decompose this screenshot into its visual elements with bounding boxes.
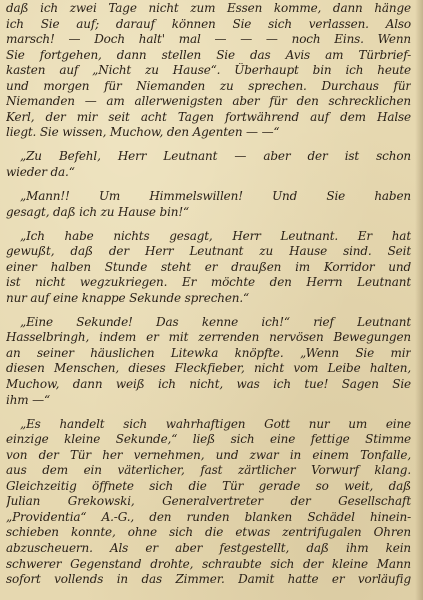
text-line: „Ich habe nichts gesagt, Herr Leutnant. Er hat: [20, 228, 411, 243]
text-line: einer halben Stunde steht er draußen im Korridor und: [6, 259, 411, 274]
text-line: „Eine Sekunde! Das kenne ich!“ rief Leutnant: [20, 314, 411, 329]
paragraph-gap: [6, 408, 411, 417]
text-line: schwerer Gegenstand drohte, schraubte sich der kleine Mann: [6, 556, 411, 571]
text-line: schieben konnte, ohne sich die etwas zentrifugalen Ohren: [6, 525, 411, 540]
paragraph: [6, 1, 411, 141]
text-line: daß ich zwei Tage nicht zum Essen komme, dann hänge: [6, 1, 411, 15]
paragraph-gap: [6, 220, 411, 229]
paragraph: [6, 417, 411, 588]
text-line: einzige kleine Sekunde,“ ließ sich eine fettige Stimme: [6, 432, 411, 447]
text-line: von der Tür her vernehmen, und zwar in einem Tonfalle,: [6, 447, 411, 462]
text-line: liegt. Sie wissen, Muchow, den Agenten — —“: [6, 125, 280, 140]
text-line: „Providentia“ A.-G., den runden blanken Schädel hinein-: [6, 509, 411, 524]
text-line: Gleichzeitig öffnete sich die Tür gerade so weit, daß: [6, 478, 411, 493]
text-line: „Es handelt sich wahrhaftigen Gott nur um eine: [20, 416, 411, 431]
paragraph-gap: [6, 141, 411, 150]
text-line: sofort vollends in das Zimmer. Damit hatte er vorläufig: [6, 572, 411, 587]
text-line: Niemanden — am allerwenigsten aber für den schrecklichen: [6, 94, 411, 109]
page-edge-shadow: [415, 0, 423, 600]
text-line: ihm —“: [6, 392, 50, 407]
text-line: an seiner häuslichen Litewka knöpfte. „Wenn Sie mir: [6, 345, 411, 360]
text-line: marsch! — Doch halt' mal — — — noch Eins. Wenn: [6, 32, 411, 47]
text-line: „Mann!! Um Himmelswillen! Und Sie haben: [20, 189, 411, 204]
paragraph: [6, 189, 411, 220]
text-line: Hasselbringh, indem er mit zerrenden nervösen Bewegungen: [6, 330, 411, 345]
text-line: ich Sie auf; darauf können Sie sich verlassen. Also: [6, 16, 411, 31]
text-line: gesagt, daß ich zu Hause bin!“: [6, 204, 189, 219]
text-line: ist nicht wegzukriegen. Er möchte den Herrn Leutnant: [6, 275, 411, 290]
text-line: gewußt, daß der Herr Leutnant zu Hause sind. Seit: [6, 244, 411, 259]
text-line: diesen Menschen, dieses Fleckfieber, nicht vom Leibe halten,: [6, 361, 411, 376]
paragraph: [6, 229, 411, 307]
text-line: wieder da.“: [6, 164, 75, 179]
text-line: Sie fortgehen, dann stellen Sie das Avis am Türbrief-: [6, 47, 411, 62]
text-line: aus dem ein väterlicher, fast zärtlicher Vorwurf klang.: [6, 463, 411, 478]
paragraph-gap: [6, 181, 411, 190]
text-line: kasten auf „Nicht zu Hause“. Überhaupt bin ich heute: [6, 63, 411, 78]
text-line: Kerl, der mir seit acht Tagen fortwährend auf dem Halse: [6, 109, 411, 124]
text-line: und morgen für Niemanden zu sprechen. Durchaus für: [6, 78, 411, 93]
paragraph-gap: [6, 306, 411, 315]
text-line: „Zu Befehl, Herr Leutnant — aber der ist schon: [20, 149, 411, 164]
text-line: nur auf eine knappe Sekunde sprechen.“: [6, 290, 250, 305]
text-line: Julian Grekowski, Generalvertreter der Gesellschaft: [6, 494, 411, 509]
text-line: abzuscheuern. Als er aber festgestellt, daß ihm kein: [6, 541, 411, 555]
text-line: Muchow, dann weiß ich nicht, was ich tue! Sagen Sie: [6, 377, 411, 392]
paragraph: [6, 315, 411, 408]
paragraph: [6, 149, 411, 180]
